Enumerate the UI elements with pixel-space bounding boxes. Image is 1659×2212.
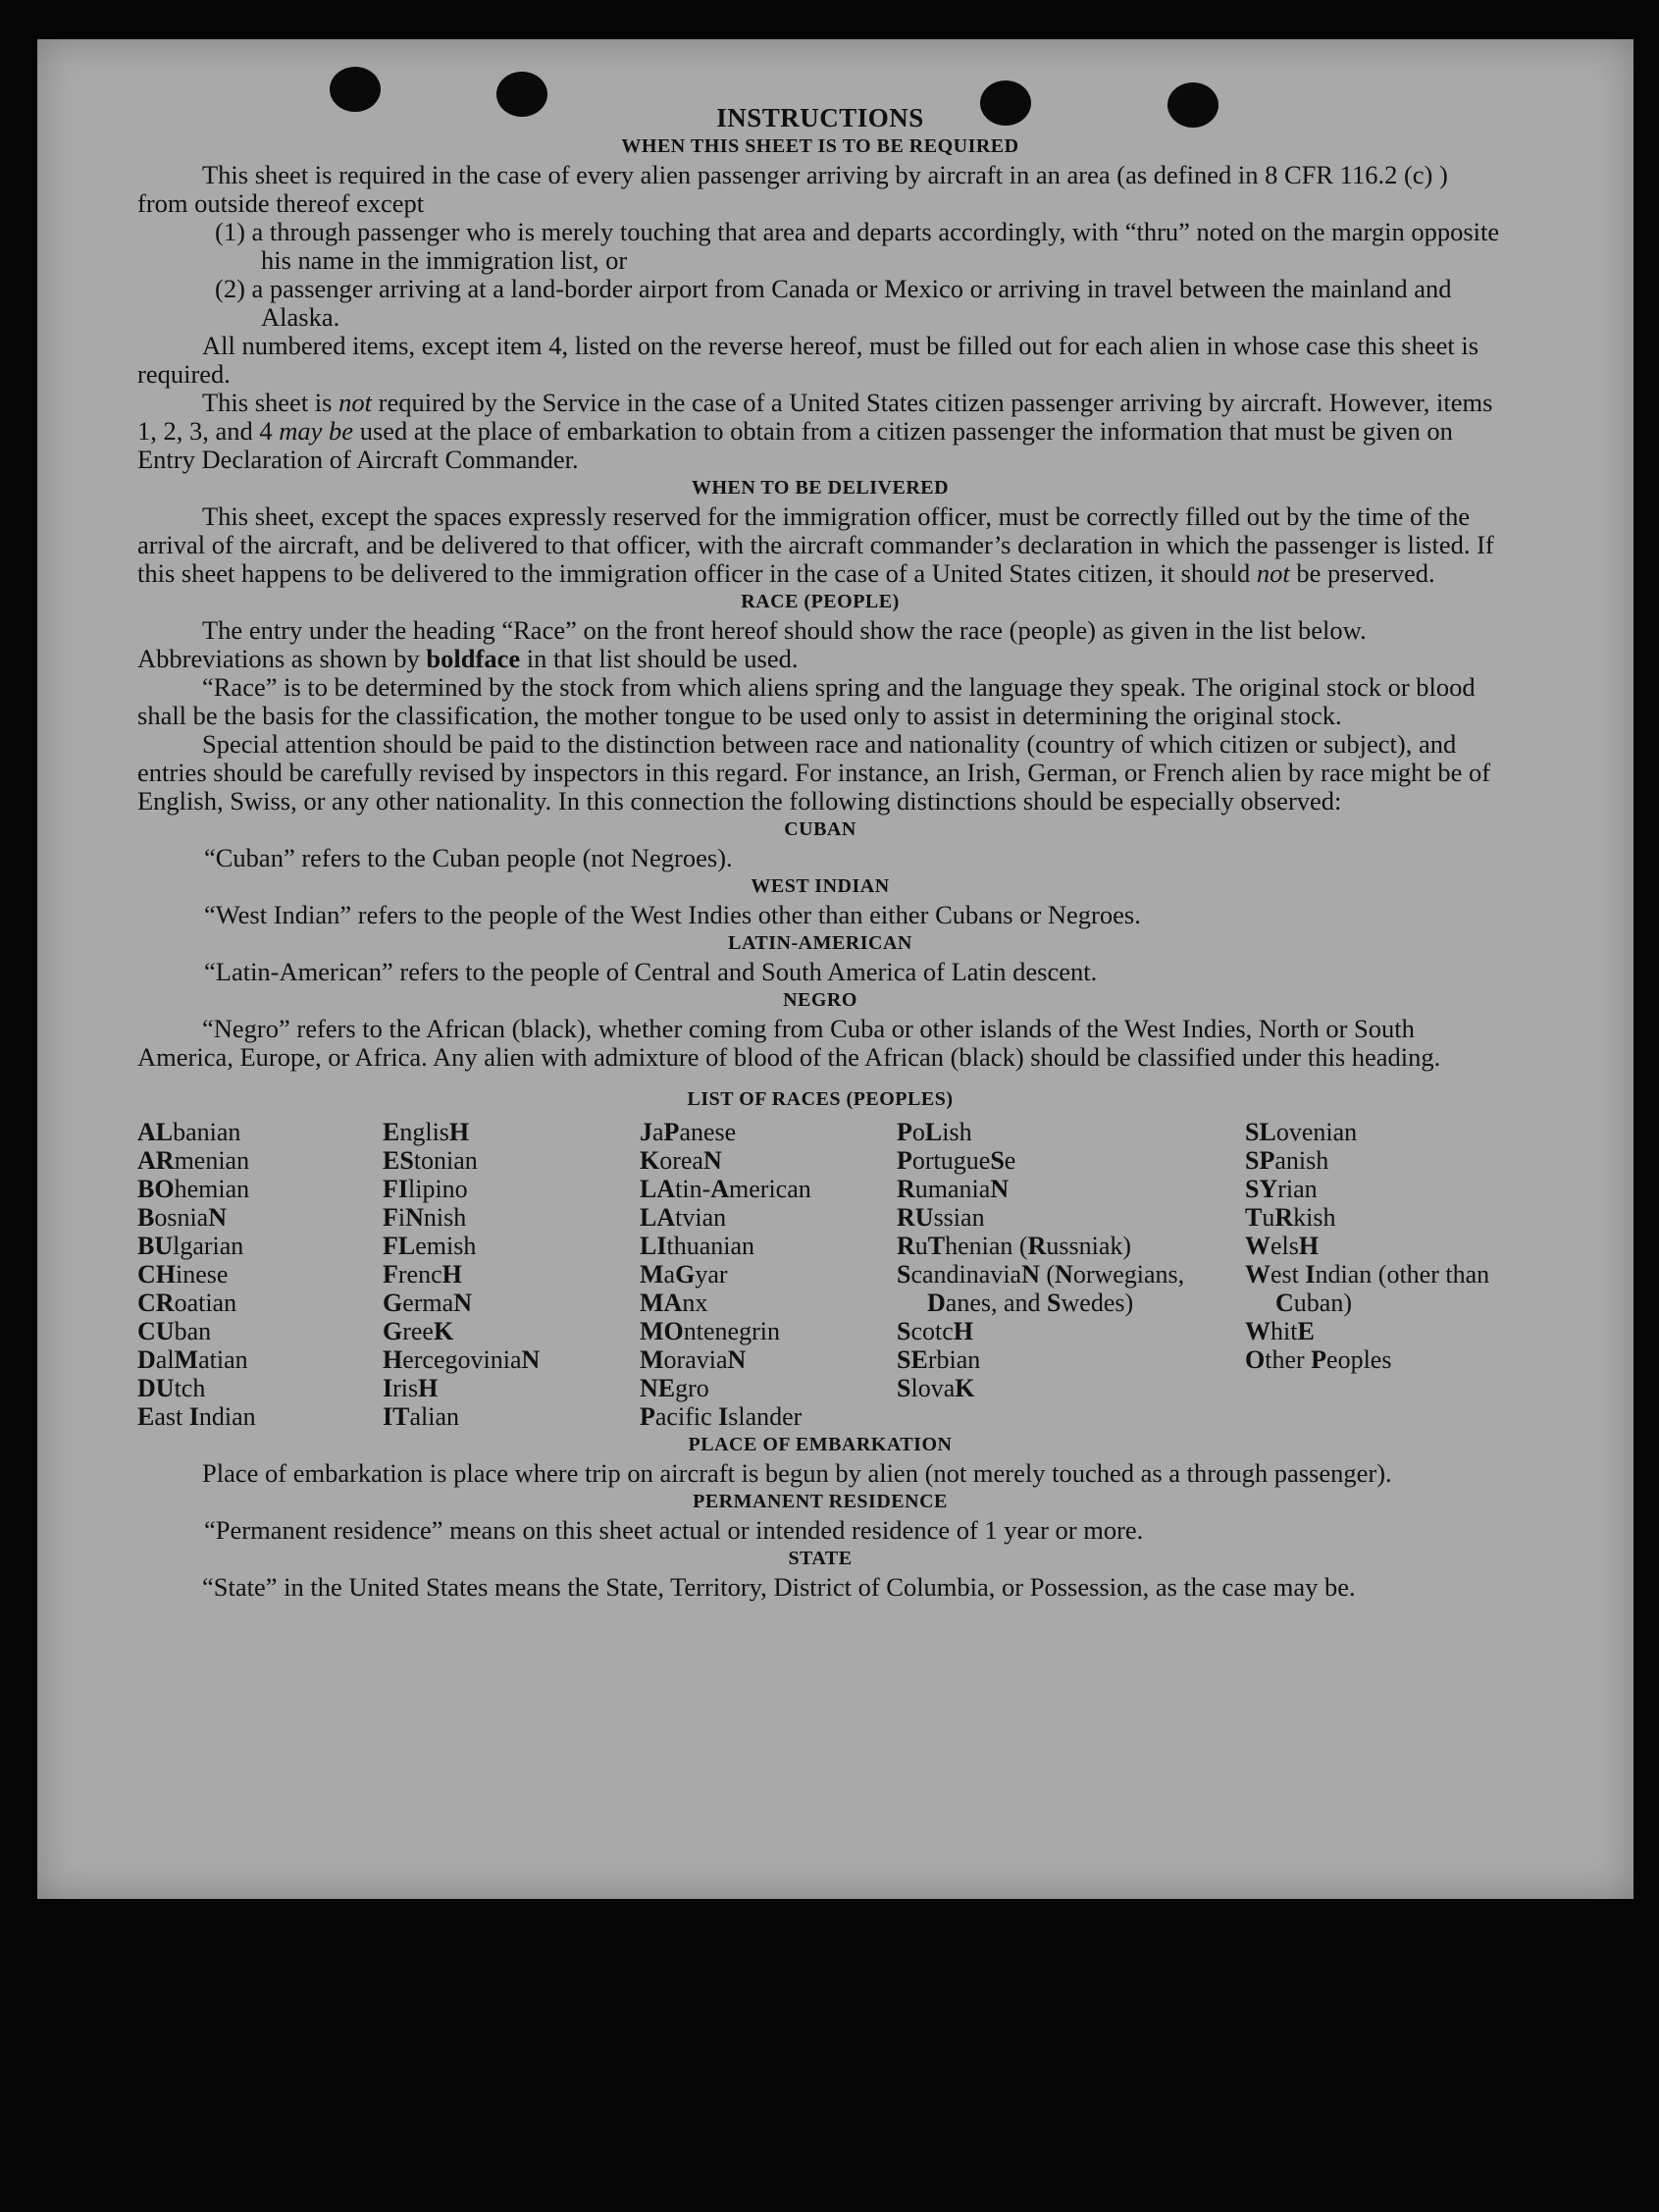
race-entry: FLemish [383,1232,477,1260]
races-column [137,1118,383,1431]
race-entry: SLovenian [1245,1118,1358,1146]
race-entry: LIthuanian [640,1232,754,1260]
paragraph: This sheet is not required by the Service in the case of a United States citizen passenger arriving by aircraft. However, items 1, 2, 3, and 4 may be used at the place of embarkation to obtain from a citizen passenger the information that must be given on Entry Declaration of Aircraft Commander. [137,388,1493,474]
race-entry: SPanish [1245,1146,1329,1175]
races-column [897,1118,1245,1431]
list-item: (1) a through passenger who is merely touching that area and departs accordingly, with “thru” noted on the margin opposite his name in the immigration list, or [215,217,1500,275]
race-entry: Pacific Islander [640,1402,803,1431]
race-entry: CHinese [137,1260,229,1289]
paragraph: Special attention should be paid to the distinction between race and nationality (country of which citizen or subject), and entries should be carefully revised by inspectors in this regard. For instance, an Irish, German, or French alien by race might be of English, Swiss, or any other nationality. In this connection the following distinctions should be especially observed: [137,729,1491,816]
race-entry: TuRkish [1245,1203,1336,1232]
paragraph: This sheet is required in the case of every alien passenger arriving by aircraft in an area (as defined in 8 CFR 116.2 (c) ) from outside thereof except [137,160,1448,218]
race-entry: SErbian [897,1345,981,1374]
race-entry: PortugueSe [897,1146,1016,1175]
paragraph: “West Indian” refers to the people of the West Indies other than either Cubans or Negroes. [204,900,1141,929]
race-entry: MOntenegrin [640,1317,780,1345]
race-entry: BUlgarian [137,1232,244,1260]
race-entry: BosniaN [137,1203,228,1232]
race-entry: LAtin-American [640,1175,811,1203]
paragraph: Place of embarkation is place where trip on aircraft is begun by alien (not merely touched as a through passenger). [202,1458,1392,1488]
paragraph: “Negro” refers to the African (black), whether coming from Cuba or other islands of the West Indies, North or South America, Europe, or Africa. Any alien with admixture of blood of the African (black) should be classified under this heading. [137,1014,1441,1072]
race-entry: ARmenian [137,1146,250,1175]
race-entry: ScotcH [897,1317,974,1345]
race-entry: GermaN [383,1289,472,1317]
heading-latin-american: LATIN-AMERICAN [728,932,912,954]
paragraph: “Cuban” refers to the Cuban people (not Negroes). [204,843,733,872]
race-entry: MAnx [640,1289,708,1317]
race-entry: LAtvian [640,1203,727,1232]
heading-list-of-races: LIST OF RACES (PEOPLES) [687,1088,954,1110]
race-entry: West Indian (other than Cuban) [1245,1260,1490,1317]
race-entry: ALbanian [137,1118,241,1146]
race-entry: DalMatian [137,1345,248,1374]
paragraph: “State” in the United States means the State, Territory, District of Columbia, or Possession, as the case may be. [202,1572,1356,1602]
race-entry: HercegoviniaN [383,1345,541,1374]
heading-cuban: CUBAN [784,818,856,840]
race-entry: GreeK [383,1317,454,1345]
heading-when-required: WHEN THIS SHEET IS TO BE REQUIRED [621,135,1019,157]
race-entry: Other Peoples [1245,1345,1392,1374]
paragraph: The entry under the heading “Race” on the front hereof should show the race (people) as given in the list below. Abbreviations as shown by boldface in that list should be used. [137,615,1367,673]
heading-west-indian: WEST INDIAN [751,875,890,897]
paragraph: All numbered items, except item 4, listed on the reverse hereof, must be filled out for each alien in whose case this sheet is required. [137,331,1479,389]
race-entry: FrencH [383,1260,462,1289]
paragraph: “Permanent residence” means on this sheet actual or intended residence of 1 year or more. [204,1515,1144,1545]
races-column [1245,1118,1503,1431]
race-entry: BOhemian [137,1175,250,1203]
race-entry: NEgro [640,1374,709,1402]
race-entry: WelsH [1245,1232,1320,1260]
race-entry: EnglisH [383,1118,470,1146]
race-entry: JaPanese [640,1118,737,1146]
race-entry: WhitE [1245,1317,1315,1345]
page-title: INSTRUCTIONS [716,103,924,132]
paragraph: “Race” is to be determined by the stock from which aliens spring and the language they speak. The original stock or blood shall be the basis for the classification, the mother tongue to be used only to assist in determining the original stock. [137,672,1476,730]
race-entry: FiNnish [383,1203,467,1232]
heading-negro: NEGRO [783,989,857,1011]
race-entry: CUban [137,1317,212,1345]
race-entry: CRoatian [137,1289,237,1317]
race-entry: SYrian [1245,1175,1318,1203]
race-entry: PoLish [897,1118,972,1146]
race-entry: MaGyar [640,1260,728,1289]
heading-residence: PERMANENT RESIDENCE [693,1491,948,1512]
race-entry: RumaniaN [897,1175,1010,1203]
race-entry: FIlipino [383,1175,468,1203]
race-entry: RuThenian (Russniak) [897,1232,1132,1260]
race-entry: RUssian [897,1203,985,1232]
paragraph: “Latin-American” refers to the people of Central and South America of Latin descent. [204,957,1098,986]
heading-state: STATE [788,1548,853,1569]
races-list [137,1118,1503,1431]
race-entry: MoraviaN [640,1345,747,1374]
heading-embarkation: PLACE OF EMBARKATION [688,1434,953,1455]
heading-race: RACE (PEOPLE) [741,591,900,612]
races-column [640,1118,897,1431]
race-entry: SlovaK [897,1374,975,1402]
race-entry: ITalian [383,1402,459,1431]
race-entry: IrisH [383,1374,439,1402]
races-column [383,1118,640,1431]
race-entry: ScandinaviaN (Norwegians, Danes, and Swedes) [897,1260,1185,1317]
heading-when-delivered: WHEN TO BE DELIVERED [691,477,950,499]
list-item: (2) a passenger arriving at a land-border airport from Canada or Mexico or arriving in travel between the mainland and Alaska. [215,274,1452,332]
race-entry: KoreaN [640,1146,722,1175]
race-entry: East Indian [137,1402,256,1431]
race-entry: DUtch [137,1374,206,1402]
instructions-text [137,104,1503,1602]
race-entry: EStonian [383,1146,478,1175]
paragraph: This sheet, except the spaces expressly reserved for the immigration officer, must be correctly filled out by the time of the arrival of the aircraft, and be delivered to that officer, with the aircraft commander’s declaration in which the passenger is listed. If this sheet happens to be delivered to the immigration officer in the case of a United States citizen, it should not be preserved. [137,501,1494,588]
